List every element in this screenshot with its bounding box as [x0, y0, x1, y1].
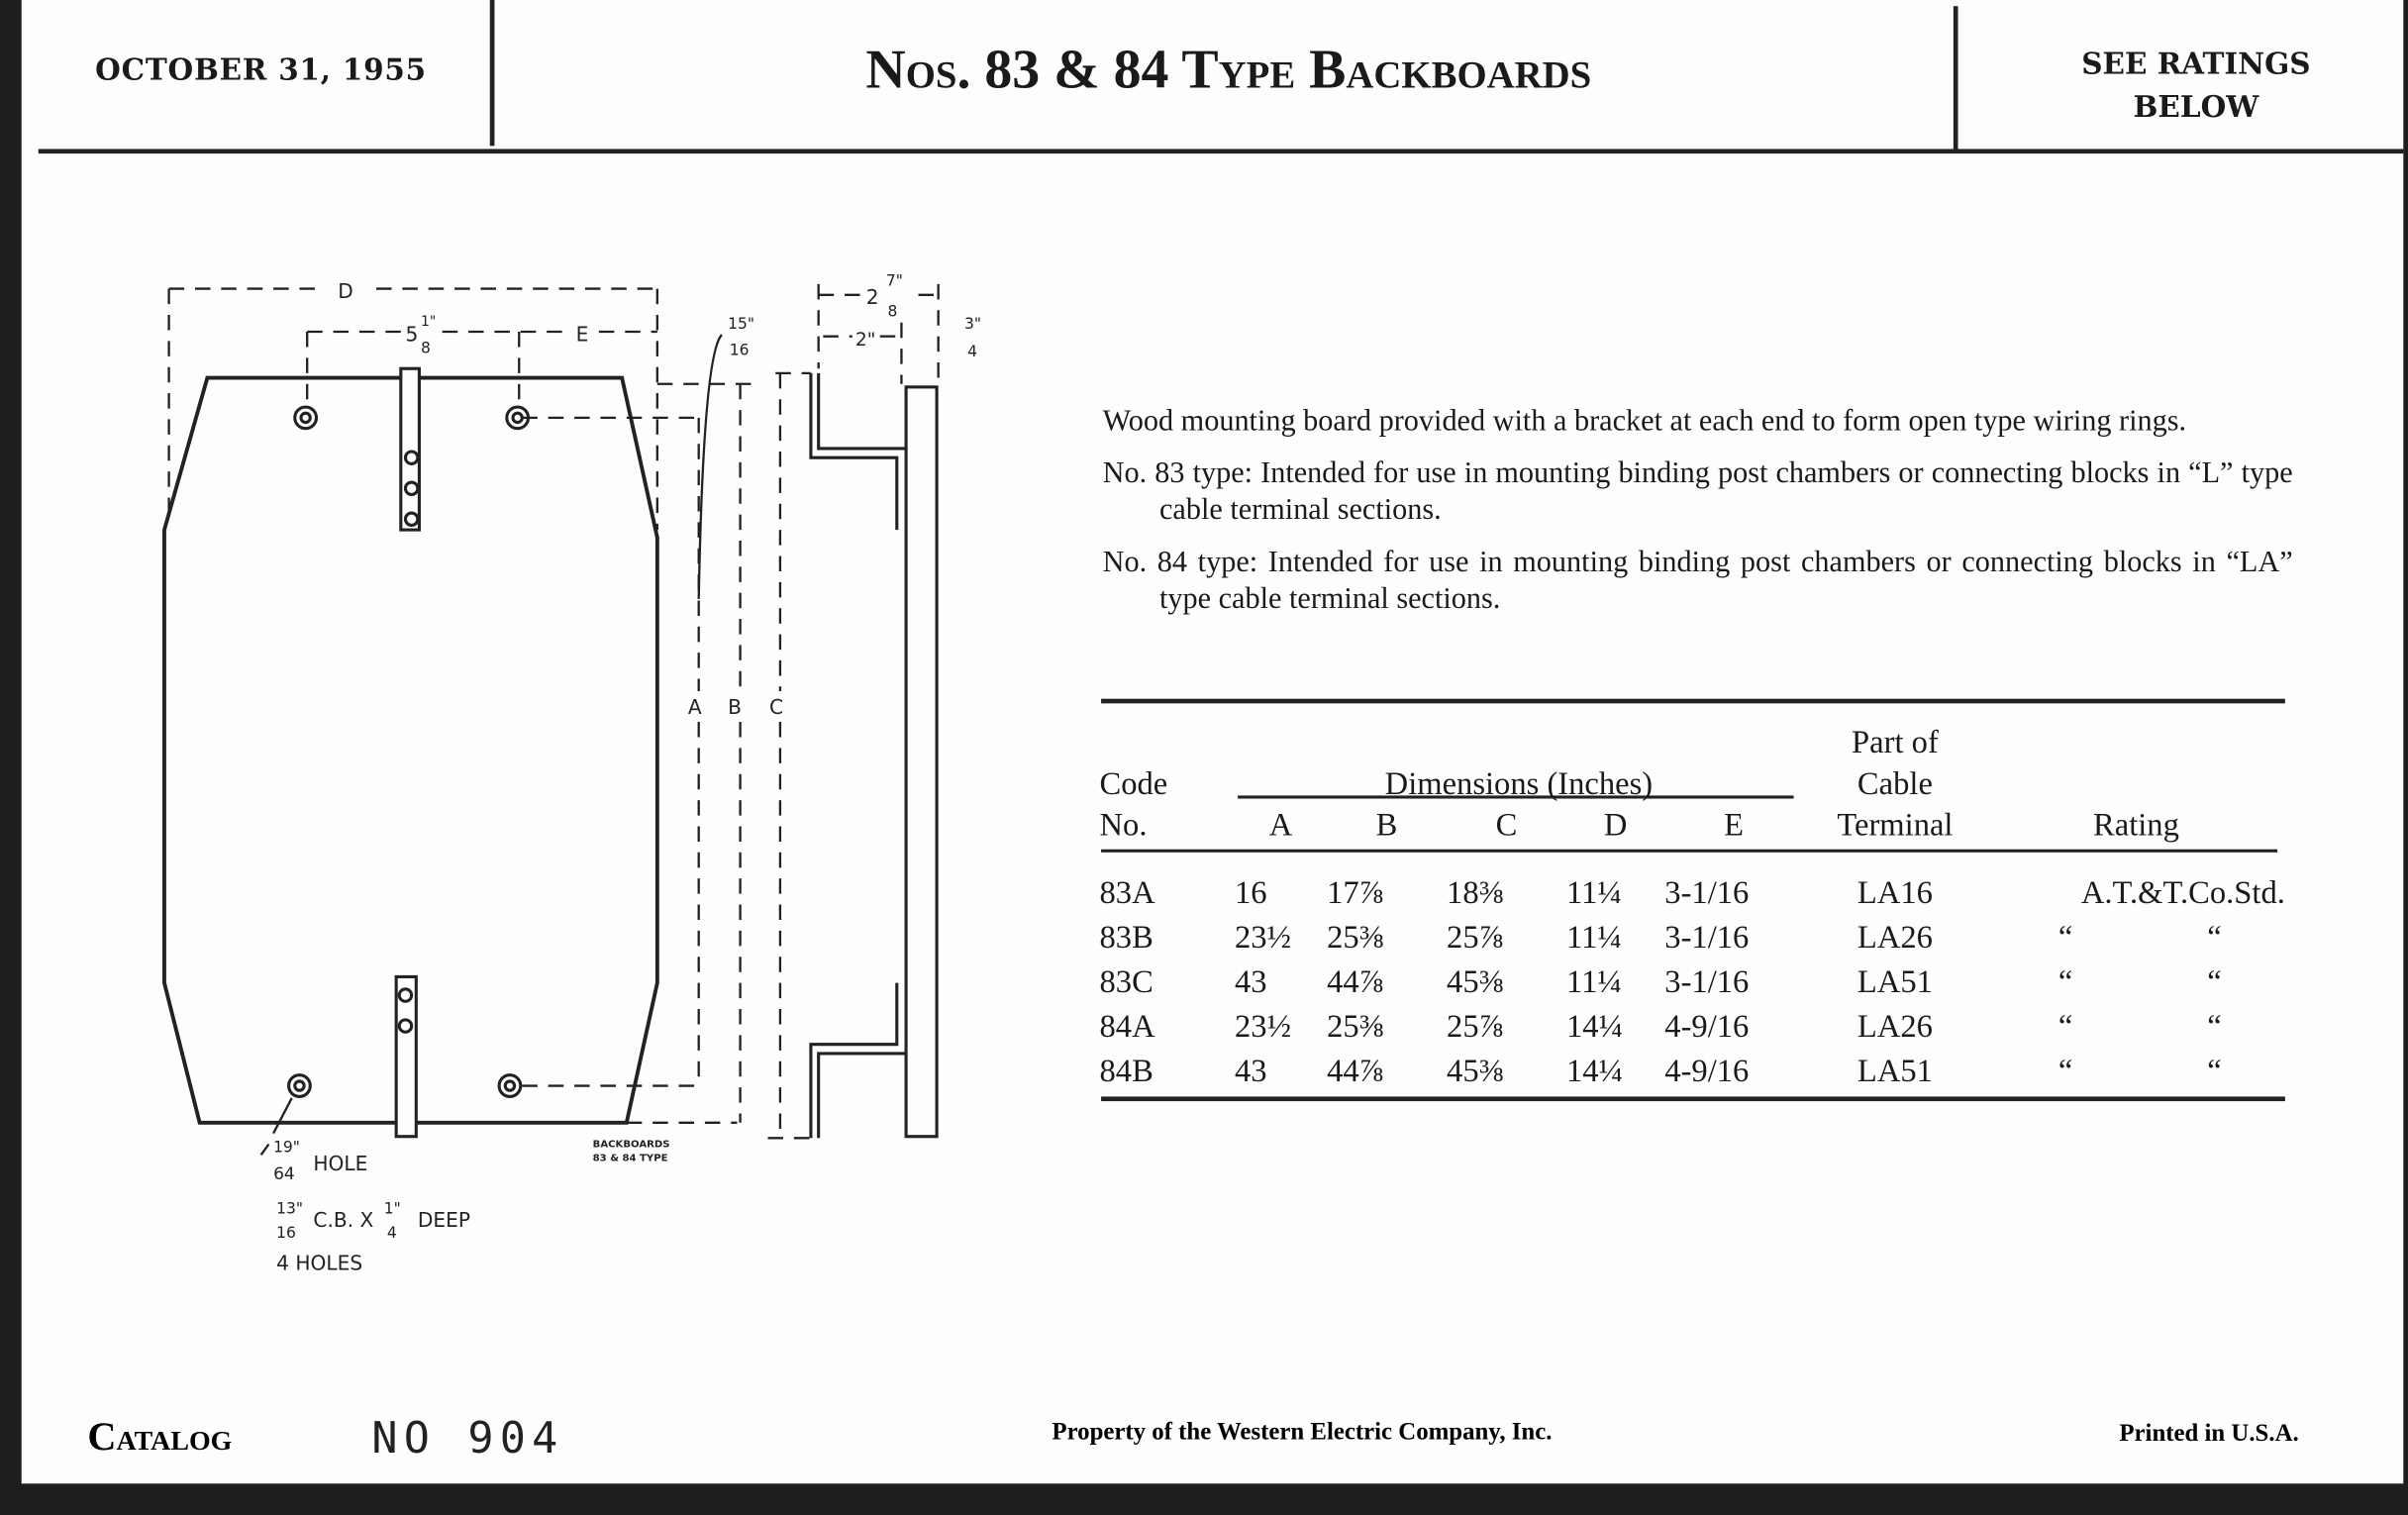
- counterbore-note: C.B. X: [313, 1208, 374, 1233]
- fraction-label: 4: [967, 342, 978, 360]
- col-header-rating: Rating: [2093, 806, 2179, 844]
- footer-catalog: Catalog: [87, 1414, 233, 1460]
- fraction-label: 16: [276, 1224, 296, 1243]
- cell-e: 3-1/16: [1664, 918, 1750, 956]
- fraction-label: 7": [885, 271, 903, 290]
- dim-c-label: C: [769, 695, 784, 720]
- description-paragraph: No. 83 type: Intended for use in mounting binding post chambers or connecting blocks in “L” type cable terminal sections.: [1102, 457, 2293, 527]
- ratings-table: [1100, 722, 2285, 1093]
- cell-a: 16: [1235, 873, 1267, 911]
- cell-e: 4-9/16: [1664, 1052, 1750, 1089]
- cell-c: 25⅞: [1447, 918, 1504, 956]
- col-header-a: A: [1268, 806, 1293, 844]
- cell-rating-2: “: [2207, 1007, 2222, 1045]
- cell-d: 14¼: [1566, 1007, 1624, 1045]
- col-header-e: E: [1724, 806, 1745, 844]
- table-top-rule: [1101, 699, 2285, 704]
- dim-b-label: B: [728, 695, 743, 720]
- cell-a: 23½: [1235, 918, 1292, 956]
- dim-a-label: A: [687, 695, 702, 720]
- cell-b: 25⅜: [1327, 1007, 1384, 1045]
- holes-count-note: 4 HOLES: [276, 1251, 363, 1275]
- cell-terminal: LA51: [1856, 1052, 1933, 1089]
- cell-c: 45⅜: [1447, 1052, 1504, 1089]
- cell-rating-2: “: [2207, 918, 2222, 956]
- drawing-caption: BACKBOARDS: [592, 1139, 670, 1151]
- cell-c: 45⅜: [1447, 962, 1504, 1000]
- top-bracket: [401, 368, 420, 530]
- ratings-note-line: BELOW: [2133, 90, 2259, 125]
- footer-printed-in: Printed in U.S.A.: [2119, 1420, 2299, 1448]
- col-header-b: B: [1375, 806, 1398, 844]
- fraction-label: 4: [386, 1224, 397, 1243]
- cell-rating-1: A.T.&T.Co.Std.: [2080, 873, 2285, 911]
- fraction-label: 1": [420, 313, 437, 330]
- board-side-view: [906, 387, 937, 1137]
- mounting-hole-icon: [289, 1075, 311, 1097]
- table-row: [1100, 960, 2285, 1004]
- cell-rating-1: “: [2057, 962, 2073, 1000]
- cell-a: 23½: [1235, 1007, 1292, 1045]
- fraction-label: 2": [854, 329, 876, 351]
- cell-b: 44⅞: [1327, 1052, 1384, 1089]
- cell-rating-1: “: [2057, 1007, 2073, 1045]
- fraction-label: 2: [865, 285, 879, 310]
- cell-e: 4-9/16: [1664, 1007, 1750, 1045]
- cell-b: 17⅞: [1327, 873, 1384, 911]
- fraction-label: 19": [273, 1138, 300, 1157]
- cell-b: 44⅞: [1327, 962, 1384, 1000]
- fraction-label: 8: [420, 339, 431, 357]
- table-row: [1100, 857, 2285, 915]
- col-header-terminal: Cable: [1856, 764, 1933, 802]
- side-view-bracket: [811, 373, 906, 1138]
- cell-a: 43: [1235, 1052, 1267, 1089]
- cell-e: 3-1/16: [1664, 873, 1750, 911]
- cell-b: 25⅜: [1327, 918, 1384, 956]
- dim-d-label: D: [338, 278, 353, 303]
- description-paragraph: Wood mounting board provided with a bracket at each end to form open type wiring rings.: [1102, 405, 2187, 439]
- col-header-code: No.: [1099, 806, 1148, 844]
- cell-terminal: LA26: [1856, 918, 1933, 956]
- dim-5-label: 5: [405, 322, 419, 347]
- cell-d: 11¼: [1566, 873, 1622, 911]
- fraction-label: 64: [273, 1164, 295, 1185]
- fraction-label: 1": [383, 1199, 401, 1218]
- table-row: [1100, 1049, 2285, 1093]
- col-header-dimensions: Dimensions (Inches): [1384, 764, 1654, 802]
- cell-terminal: LA51: [1856, 962, 1933, 1000]
- cell-code: 83B: [1099, 918, 1154, 956]
- cell-terminal: LA26: [1856, 1007, 1933, 1045]
- table-row: [1100, 1004, 2285, 1049]
- table-bottom-rule: [1101, 1096, 2285, 1101]
- fraction-label: 15": [728, 314, 755, 333]
- cell-d: 11¼: [1566, 962, 1622, 1000]
- cell-code: 83A: [1099, 873, 1155, 911]
- col-header-d: D: [1603, 806, 1628, 844]
- col-header-terminal: Terminal: [1837, 806, 1954, 844]
- cell-rating-2: “: [2207, 1052, 2222, 1089]
- cell-code: 84B: [1099, 1052, 1154, 1089]
- fraction-label: 13": [276, 1199, 304, 1218]
- hole-note: HOLE: [313, 1151, 368, 1175]
- cell-rating-2: “: [2207, 962, 2222, 1000]
- page-title: Nos. 83 & 84 Type Backboards: [865, 38, 1592, 100]
- mounting-hole-icon: [499, 1075, 521, 1097]
- cell-a: 43: [1235, 962, 1267, 1000]
- description-paragraph: No. 84 type: Intended for use in mounting binding post chambers or connecting blocks in “LA” type cable terminal sections.: [1102, 547, 2293, 616]
- cell-rating-1: “: [2057, 918, 2073, 956]
- cell-code: 83C: [1099, 962, 1154, 1000]
- cell-c: 25⅞: [1447, 1007, 1504, 1045]
- col-header-c: C: [1495, 806, 1518, 844]
- col-header-terminal: Part of: [1852, 723, 1939, 760]
- fraction-label: 3": [964, 314, 982, 333]
- cell-e: 3-1/16: [1664, 962, 1750, 1000]
- cell-c: 18⅜: [1447, 873, 1504, 911]
- cell-d: 11¼: [1566, 918, 1622, 956]
- cell-rating-1: “: [2057, 1052, 2073, 1089]
- footer-catalog-number: NO 904: [371, 1412, 564, 1464]
- dim-e-label: E: [575, 322, 589, 347]
- table-row: [1100, 915, 2285, 960]
- footer-property-notice: Property of the Western Electric Company, Inc.: [1052, 1419, 1553, 1446]
- fraction-label: 16: [729, 341, 750, 359]
- counterbore-note: DEEP: [417, 1208, 471, 1233]
- ratings-note-line: SEE RATINGS: [2081, 48, 2311, 82]
- cell-terminal: LA16: [1856, 873, 1933, 911]
- cell-code: 84A: [1099, 1007, 1155, 1045]
- drawing-caption: 83 & 84 TYPE: [592, 1153, 668, 1164]
- col-header-code: Code: [1099, 764, 1168, 802]
- header-date: OCTOBER 31, 1955: [95, 53, 427, 88]
- fraction-label: 8: [887, 302, 898, 321]
- mounting-hole-icon: [295, 407, 317, 429]
- description: [1103, 404, 2293, 635]
- cell-d: 14¼: [1566, 1052, 1624, 1089]
